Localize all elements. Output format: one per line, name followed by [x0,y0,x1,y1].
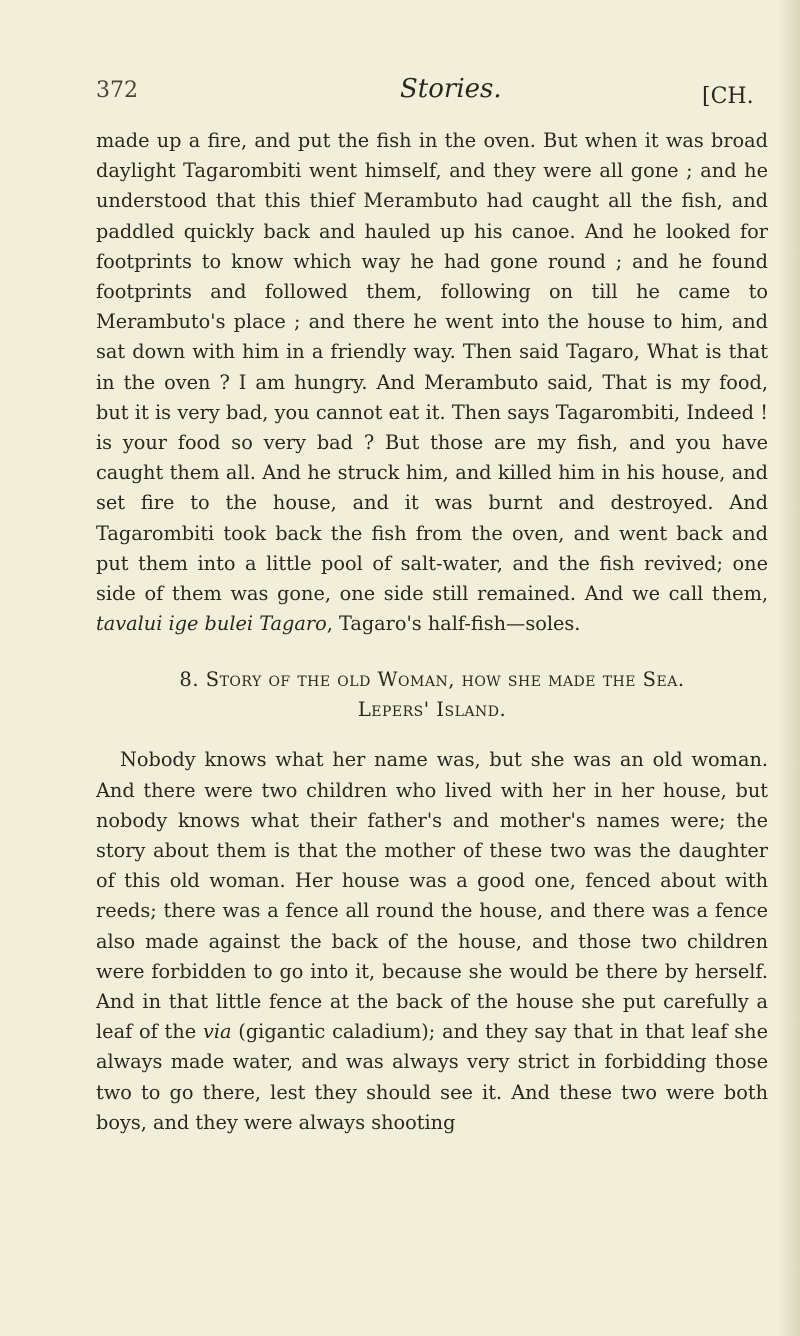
section-heading [96,665,768,725]
paragraph2-italic-word: via [202,1020,232,1044]
paragraph1-end: , Tagaro's half-fish—soles. [326,612,581,636]
paragraph1-italic-phrase: tavalui ige bulei Tagaro [96,612,327,636]
section-heading-location: Lepers' Island. [357,698,507,722]
paragraph-continued [96,126,768,639]
paragraph1-text: made up a fire, and put the fish in the oven. But when it was broad daylight Tagarombiti went himself, and they were all gone ; and he understood that this thief Merambuto had caught all the fish, and paddled quickly back and hauled up his canoe. And he looked for footprints to know which way he had gone round ; and he found footprints and followed them, following on till he came to Merambuto's place ; and there he went into the house to him, and sat down with him in a friendly way. Then said Tagaro, What is that in the oven ? I am hungry. And Merambuto said, That is my food, but it is very bad, you cannot eat it. Then says Tagarombiti, Indeed ! is your food so very bad ? But those are my fish, and you have caught them all. And he struck him, and killed him in his house, and set fire to the house, and it was burnt and destroyed. And Tagarombiti took back the fish from the oven, and went back and put them into a little pool of salt-water, and the fish revived; one side of them was gone, one side still remained. And we call them, [96,129,768,606]
paragraph-story [96,745,768,1138]
running-title: Stories. [400,74,502,104]
body-text [96,126,768,1138]
page-edge-shadow [778,0,800,1336]
running-header [0,74,800,114]
page-number: 372 [96,78,138,103]
chapter-mark: [CH. [702,84,754,109]
section-heading-title: 8. Story of the old Woman, how she made the Sea. [179,668,685,692]
paragraph2-text: Nobody knows what her name was, but she was an old woman. And there were two children who lived with her in her house, but nobody knows what their father's and mother's names were; the story about them is that the mother of these two was the daughter of this old woman. Her house was a good one, fenced about with reeds; there was a fence all round the house, and there was a fence also made against the back of the house, and those two children were forbidden to go into it, because she would be there by herself. And in that little fence at the back of the house she put carefully a leaf of the [96,748,768,1044]
paragraph2-end: (gigantic caladium); and they say that in that leaf she always made water, and was always very strict in forbidding those two to go there, lest they should see it. And these two were both boys, and they were always shooting [96,1020,769,1134]
